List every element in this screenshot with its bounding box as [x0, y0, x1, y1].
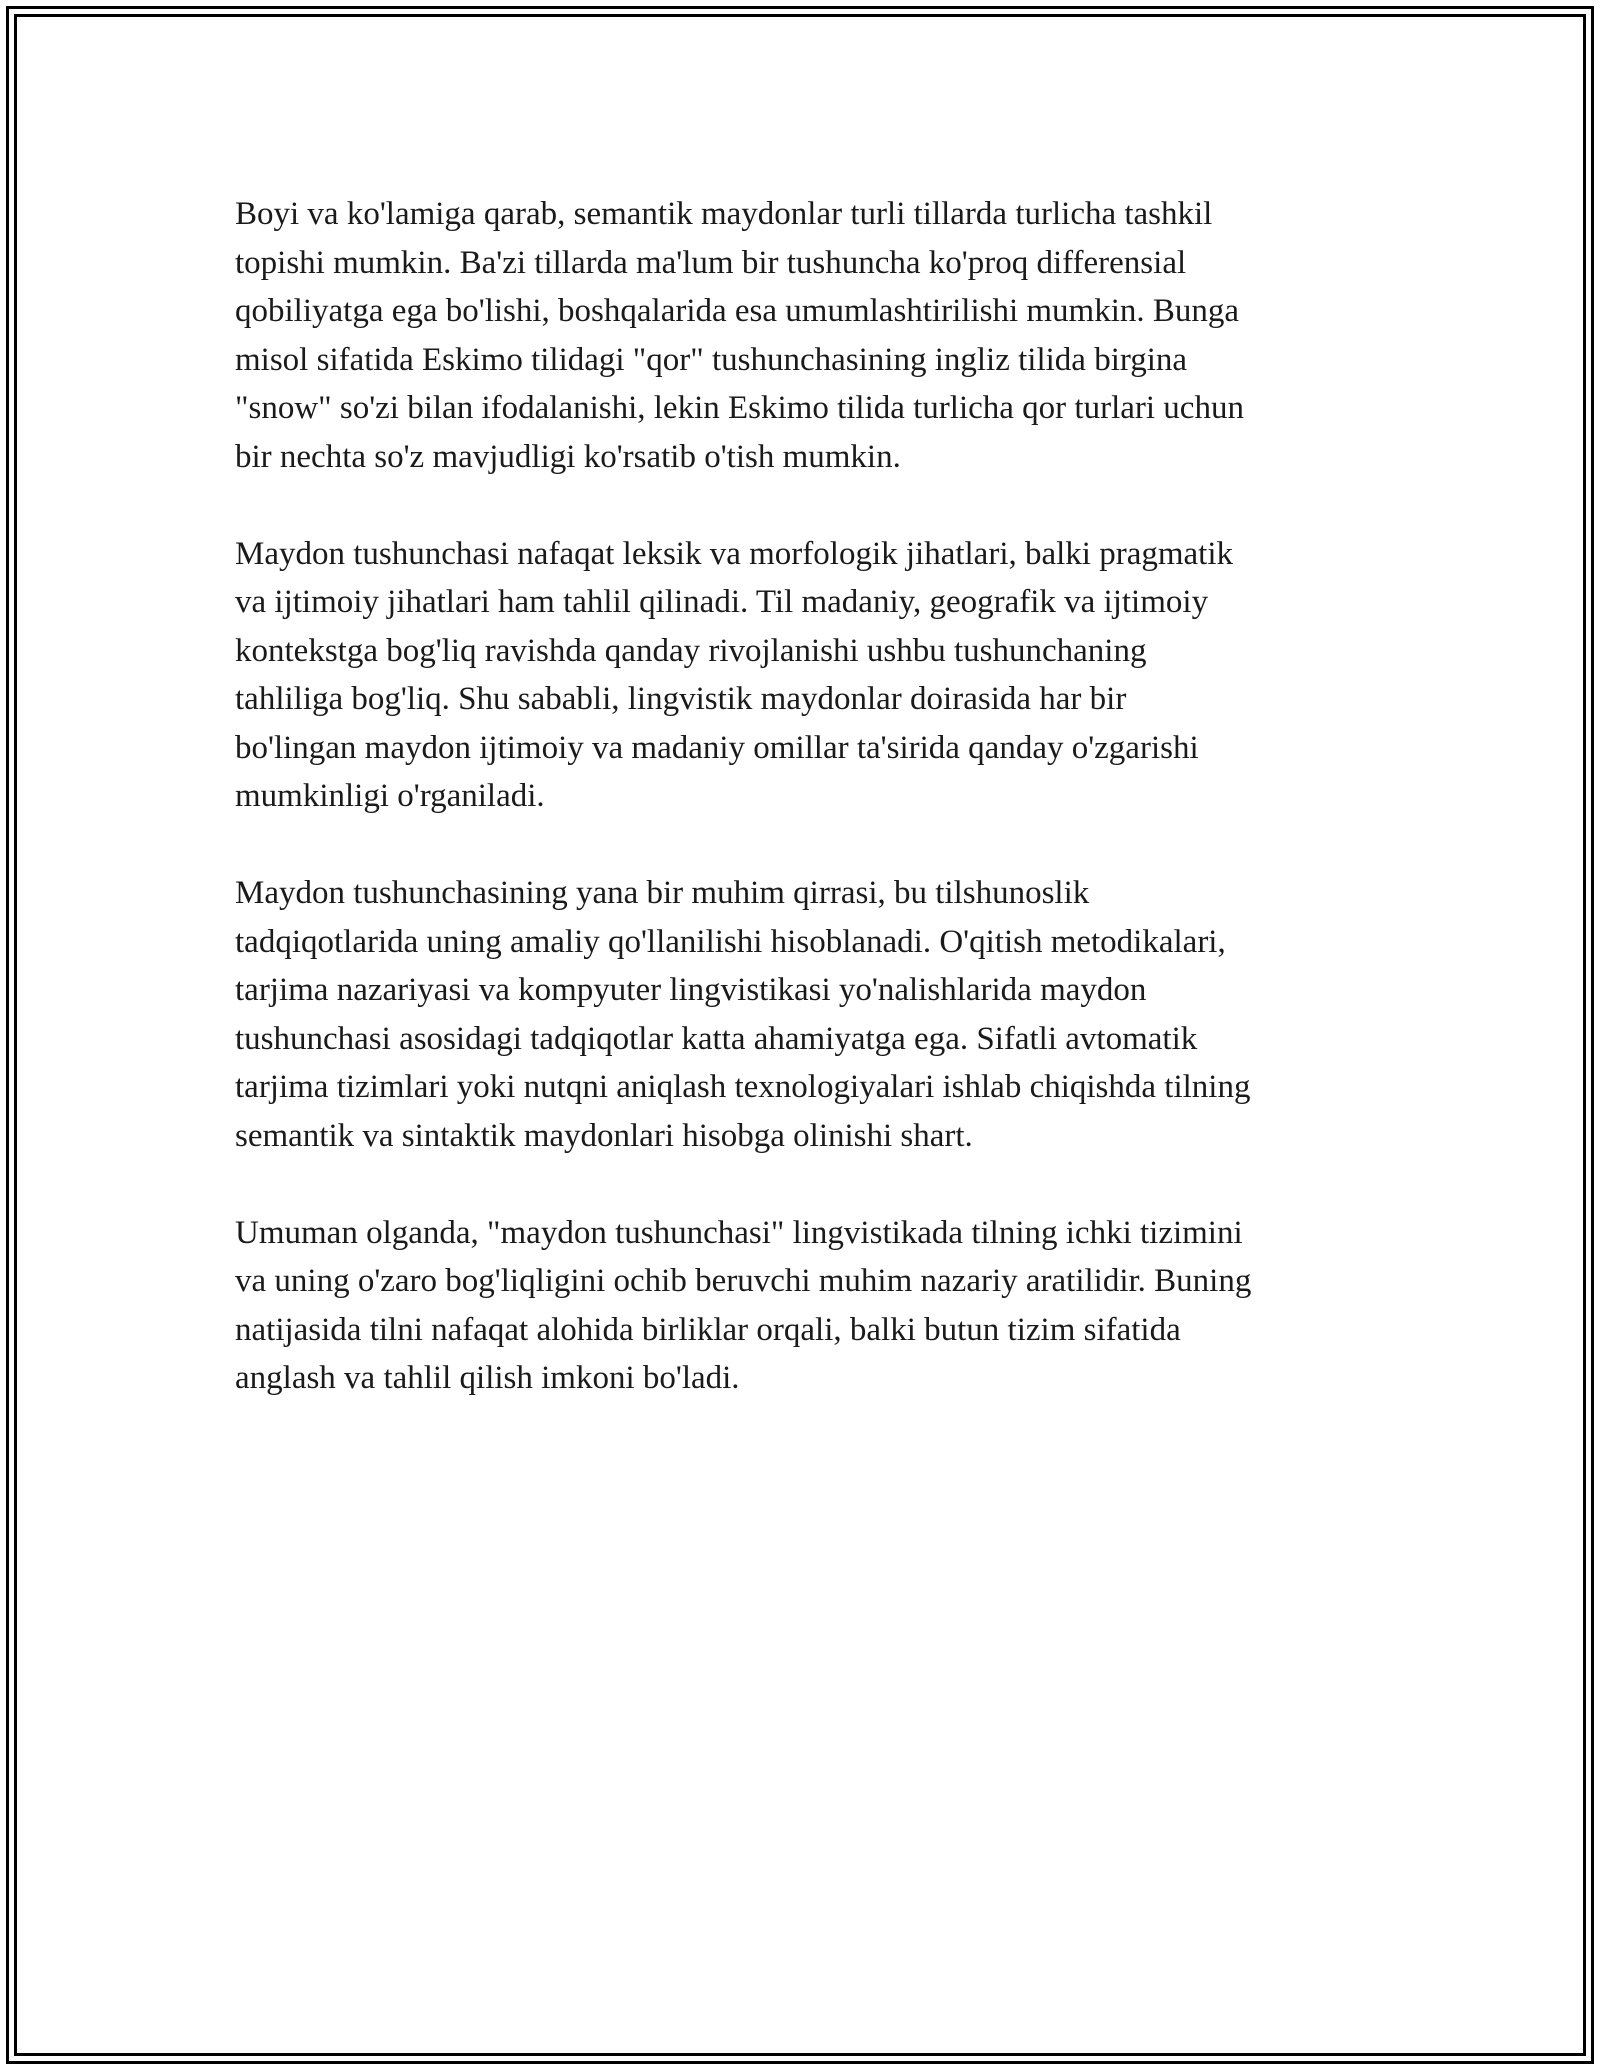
- paragraph-4: Umuman olganda, "maydon tushunchasi" lingvistikada tilning ichki tizimini va uning o'zaro bog'liqligini ochib beruvchi muhim nazariy aratilidir. Buning natijasida tilni nafaqat alohida birliklar orqali, balki butun tizim sifatida anglash va tahlil qilish imkoni bo'ladi.: [235, 1214, 1252, 1396]
- document-body: [235, 190, 1375, 1451]
- paragraph-2: Maydon tushunchasi nafaqat leksik va morfologik jihatlari, balki pragmatik va ijtimoiy jihatlari ham tahlil qilinadi. Til madaniy, geografik va ijtimoiy kontekstga bog'liq ravishda qanday rivojlanishi ushbu tushunchaning tahliliga bog'liq. Shu sababli, lingvistik maydonlar doirasida har bir bo'lingan maydon ijtimoiy va madaniy omillar ta'sirida qanday o'zgarishi mumkinligi o'rganiladi.: [235, 535, 1234, 814]
- paragraph-3: Maydon tushunchasining yana bir muhim qirrasi, bu tilshunoslik tadqiqotlarida uning amaliy qo'llanilishi hisoblanadi. O'qitish metodikalari, tarjima nazariyasi va kompyuter lingvistikasi yo'nalishlarida maydon tushunchasi asosidagi tadqiqotlar katta ahamiyatga ega. Sifatli avtomatik tarjima tizimlari yoki nutqni aniqlash texnologiyalari ishlab chiqishda tilning semantik va sintaktik maydonlari hisobga olinishi shart.: [235, 875, 1251, 1154]
- paragraph-1: Boyi va ko'lamiga qarab, semantik maydonlar turli tillarda turlicha tashkil topishi mumkin. Ba'zi tillarda ma'lum bir tushuncha ko'proq differensial qobiliyatga ega bo'lishi, boshqalarida esa umumlashtirilishi mumkin. Bunga misol sifatida Eskimo tilidagi "qor" tushunchasining ingliz tilida birgina "snow" so'zi bilan ifodalanishi, lekin Eskimo tilida turlicha qor turlari uchun bir nechta so'z mavjudligi ko'rsatib o'tish mumkin.: [235, 196, 1244, 475]
